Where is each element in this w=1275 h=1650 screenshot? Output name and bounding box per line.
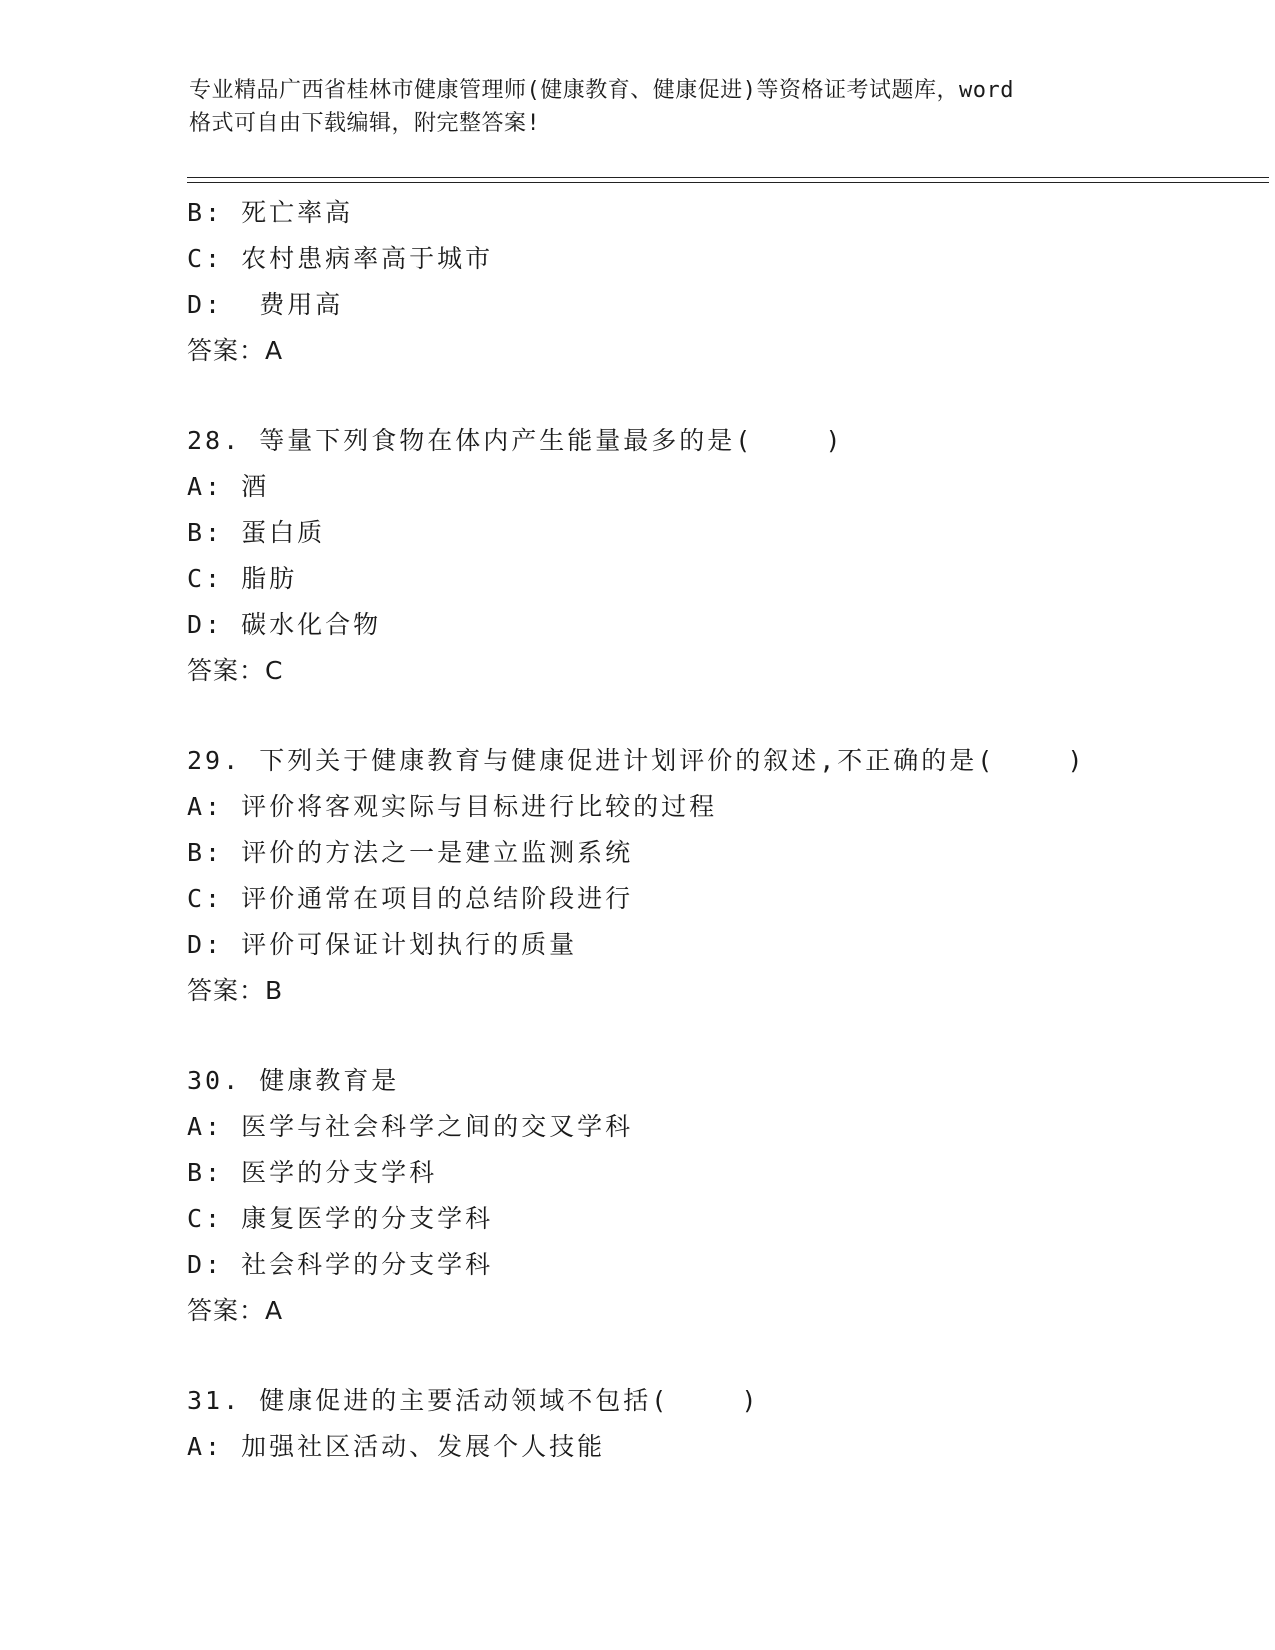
question-content bbox=[187, 190, 1187, 1470]
option-d: D: 评价可保证计划执行的质量 bbox=[187, 930, 578, 959]
header-line-1: 专业精品广西省桂林市健康管理师(健康教育、健康促进)等资格证考试题库，word bbox=[189, 78, 1014, 103]
document-header bbox=[189, 74, 1089, 140]
option-b: B: 医学的分支学科 bbox=[187, 1158, 438, 1187]
header-divider-bottom bbox=[187, 182, 1269, 183]
header-divider-top bbox=[187, 177, 1269, 178]
option-b: B: 评价的方法之一是建立监测系统 bbox=[187, 838, 634, 867]
option-c: C: 农村患病率高于城市 bbox=[187, 244, 494, 273]
answer-line: 答案：A bbox=[187, 1296, 284, 1325]
question-30 bbox=[187, 1058, 1187, 1334]
answer-line: 答案：C bbox=[187, 656, 284, 685]
option-a: A: 加强社区活动、发展个人技能 bbox=[187, 1432, 606, 1461]
header-line-2: 格式可自由下载编辑，附完整答案! bbox=[189, 111, 541, 136]
option-a: A: 医学与社会科学之间的交叉学科 bbox=[187, 1112, 634, 1141]
question-stem: 28. 等量下列食物在体内产生能量最多的是( ) bbox=[187, 426, 844, 455]
question-stem: 30. 健康教育是 bbox=[187, 1066, 400, 1095]
option-a: A: 酒 bbox=[187, 472, 270, 501]
option-b: B: 死亡率高 bbox=[187, 198, 354, 227]
option-a: A: 评价将客观实际与目标进行比较的过程 bbox=[187, 792, 718, 821]
partial-question bbox=[187, 190, 1187, 374]
option-d: D: 费用高 bbox=[187, 290, 344, 319]
option-c: C: 康复医学的分支学科 bbox=[187, 1204, 494, 1233]
answer-line: 答案：B bbox=[187, 976, 284, 1005]
question-stem: 31. 健康促进的主要活动领域不包括( ) bbox=[187, 1386, 760, 1415]
option-b: B: 蛋白质 bbox=[187, 518, 326, 547]
question-28 bbox=[187, 418, 1187, 694]
question-31 bbox=[187, 1378, 1187, 1470]
question-29 bbox=[187, 738, 1187, 1014]
option-d: D: 碳水化合物 bbox=[187, 610, 382, 639]
answer-line: 答案：A bbox=[187, 336, 284, 365]
question-stem: 29. 下列关于健康教育与健康促进计划评价的叙述,不正确的是( ) bbox=[187, 746, 1086, 775]
option-c: C: 脂肪 bbox=[187, 564, 298, 593]
option-c: C: 评价通常在项目的总结阶段进行 bbox=[187, 884, 634, 913]
option-d: D: 社会科学的分支学科 bbox=[187, 1250, 494, 1279]
